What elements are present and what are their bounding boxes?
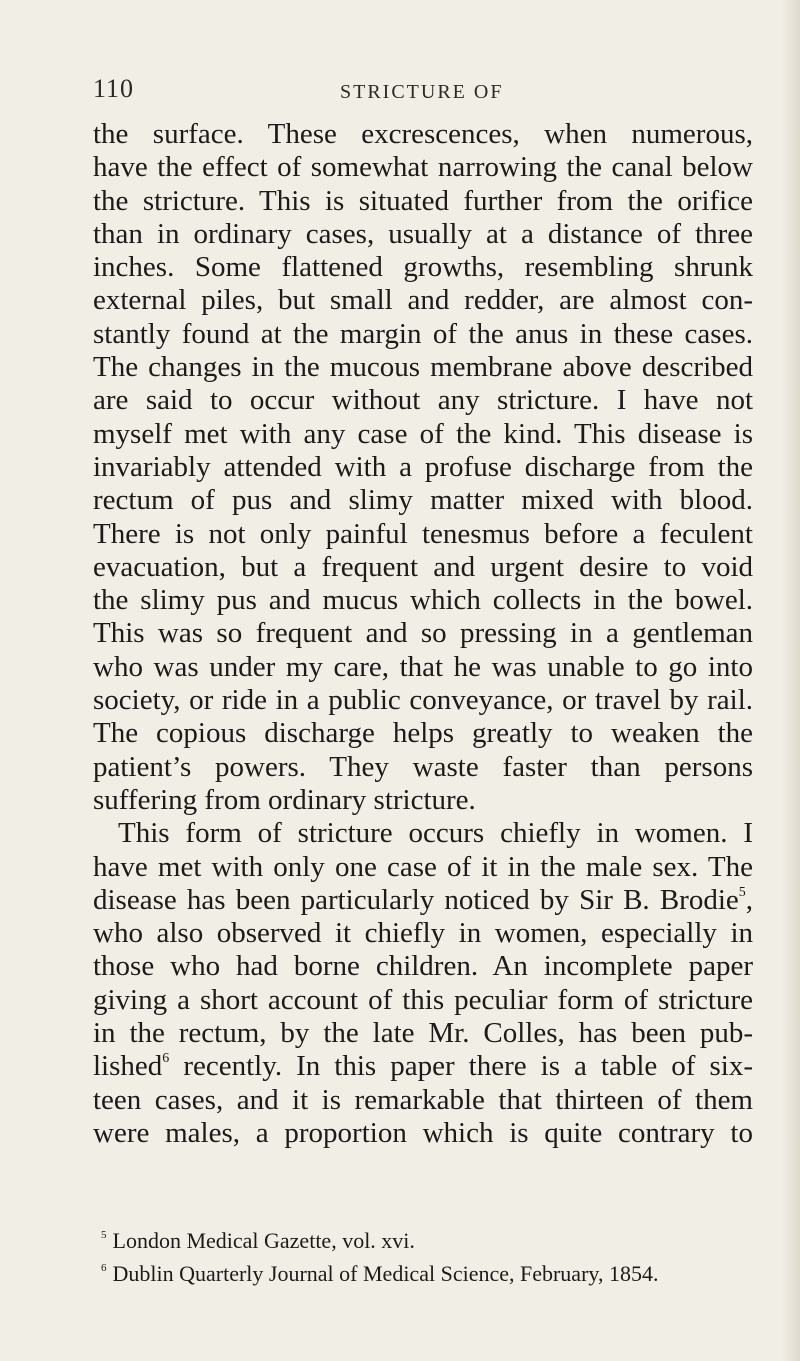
footnote-text: London Medical Gazette, vol. xvi. bbox=[112, 1228, 415, 1253]
footnote-text: Dublin Quarterly Journal of Medical Science, February, 1854. bbox=[112, 1261, 659, 1286]
text-line: are said to occur without any stricture. I have not bbox=[93, 384, 753, 417]
text-line: stantly found at the margin of the anus in these cases. bbox=[93, 317, 753, 350]
text-line: myself met with any case of the kind. This disease is bbox=[93, 417, 753, 450]
text-line: giving a short account of this peculiar form of stricture bbox=[93, 983, 753, 1016]
text-line: This was so frequent and so pressing in a gentleman bbox=[93, 617, 753, 650]
text-line: those who had borne children. An incomplete paper bbox=[93, 950, 753, 983]
footnote bbox=[93, 1257, 793, 1290]
text-line-with-footnote bbox=[93, 884, 753, 917]
text-line: in the rectum, by the late Mr. Colles, has been pub- bbox=[93, 1017, 753, 1050]
paragraph-start-line: This form of stricture occurs chiefly in women. I bbox=[118, 817, 753, 850]
text-line: evacuation, but a frequent and urgent desire to void bbox=[93, 550, 753, 583]
text-segment: lished bbox=[93, 1050, 163, 1083]
text-line: There is not only painful tenesmus before a feculent bbox=[93, 517, 753, 550]
text-line: inches. Some flattened growths, resembling shrunk bbox=[93, 251, 753, 284]
text-line: were males, a proportion which is quite contrary to bbox=[93, 1116, 753, 1149]
text-line: who also observed it chiefly in women, especially in bbox=[93, 917, 753, 950]
text-line-with-footnote bbox=[93, 1050, 753, 1083]
body-text bbox=[93, 118, 753, 1150]
text-line: have met with only one case of it in the male sex. The bbox=[93, 850, 753, 883]
footnote-mark: 6 bbox=[101, 1262, 107, 1274]
text-segment: recently. In this paper there is a table of six- bbox=[169, 1050, 753, 1083]
text-segment: , bbox=[745, 883, 753, 916]
footnote bbox=[93, 1224, 793, 1257]
footnotes bbox=[93, 1224, 793, 1290]
text-line: who was under my care, that he was unable to go into bbox=[93, 650, 753, 683]
text-line: society, or ride in a public conveyance, or travel by rail. bbox=[93, 684, 753, 717]
text-line: external piles, but small and redder, are almost con- bbox=[93, 284, 753, 317]
text-line: The changes in the mucous membrane above described bbox=[93, 351, 753, 384]
text-line: have the effect of somewhat narrowing the canal below bbox=[93, 151, 753, 184]
text-line: invariably attended with a profuse discharge from the bbox=[93, 450, 753, 483]
footnote-ref[interactable]: 6 bbox=[162, 1051, 170, 1067]
text-line: than in ordinary cases, usually at a distance of three bbox=[93, 217, 753, 250]
page-edge-shadow bbox=[782, 0, 800, 1361]
footnote-ref[interactable]: 5 bbox=[738, 884, 746, 900]
footnote-mark: 5 bbox=[101, 1229, 107, 1241]
text-line: the stricture. This is situated further from the orifice bbox=[93, 184, 753, 217]
text-line: The copious discharge helps greatly to weaken the bbox=[93, 717, 753, 750]
text-segment: disease has been particularly noticed by Sir B. Brodie bbox=[93, 883, 739, 916]
running-head bbox=[0, 74, 800, 110]
text-line: patient’s powers. They waste faster than persons bbox=[93, 750, 753, 783]
running-title: STRICTURE OF bbox=[340, 81, 504, 103]
text-line: teen cases, and it is remarkable that thirteen of them bbox=[93, 1083, 753, 1116]
text-line: the surface. These excrescences, when numerous, bbox=[93, 118, 753, 150]
text-line: the slimy pus and mucus which collects in the bowel. bbox=[93, 584, 753, 617]
text-line: rectum of pus and slimy matter mixed with blood. bbox=[93, 484, 753, 517]
text-line: suffering from ordinary stricture. bbox=[93, 783, 476, 816]
page-number: 110 bbox=[93, 74, 135, 103]
